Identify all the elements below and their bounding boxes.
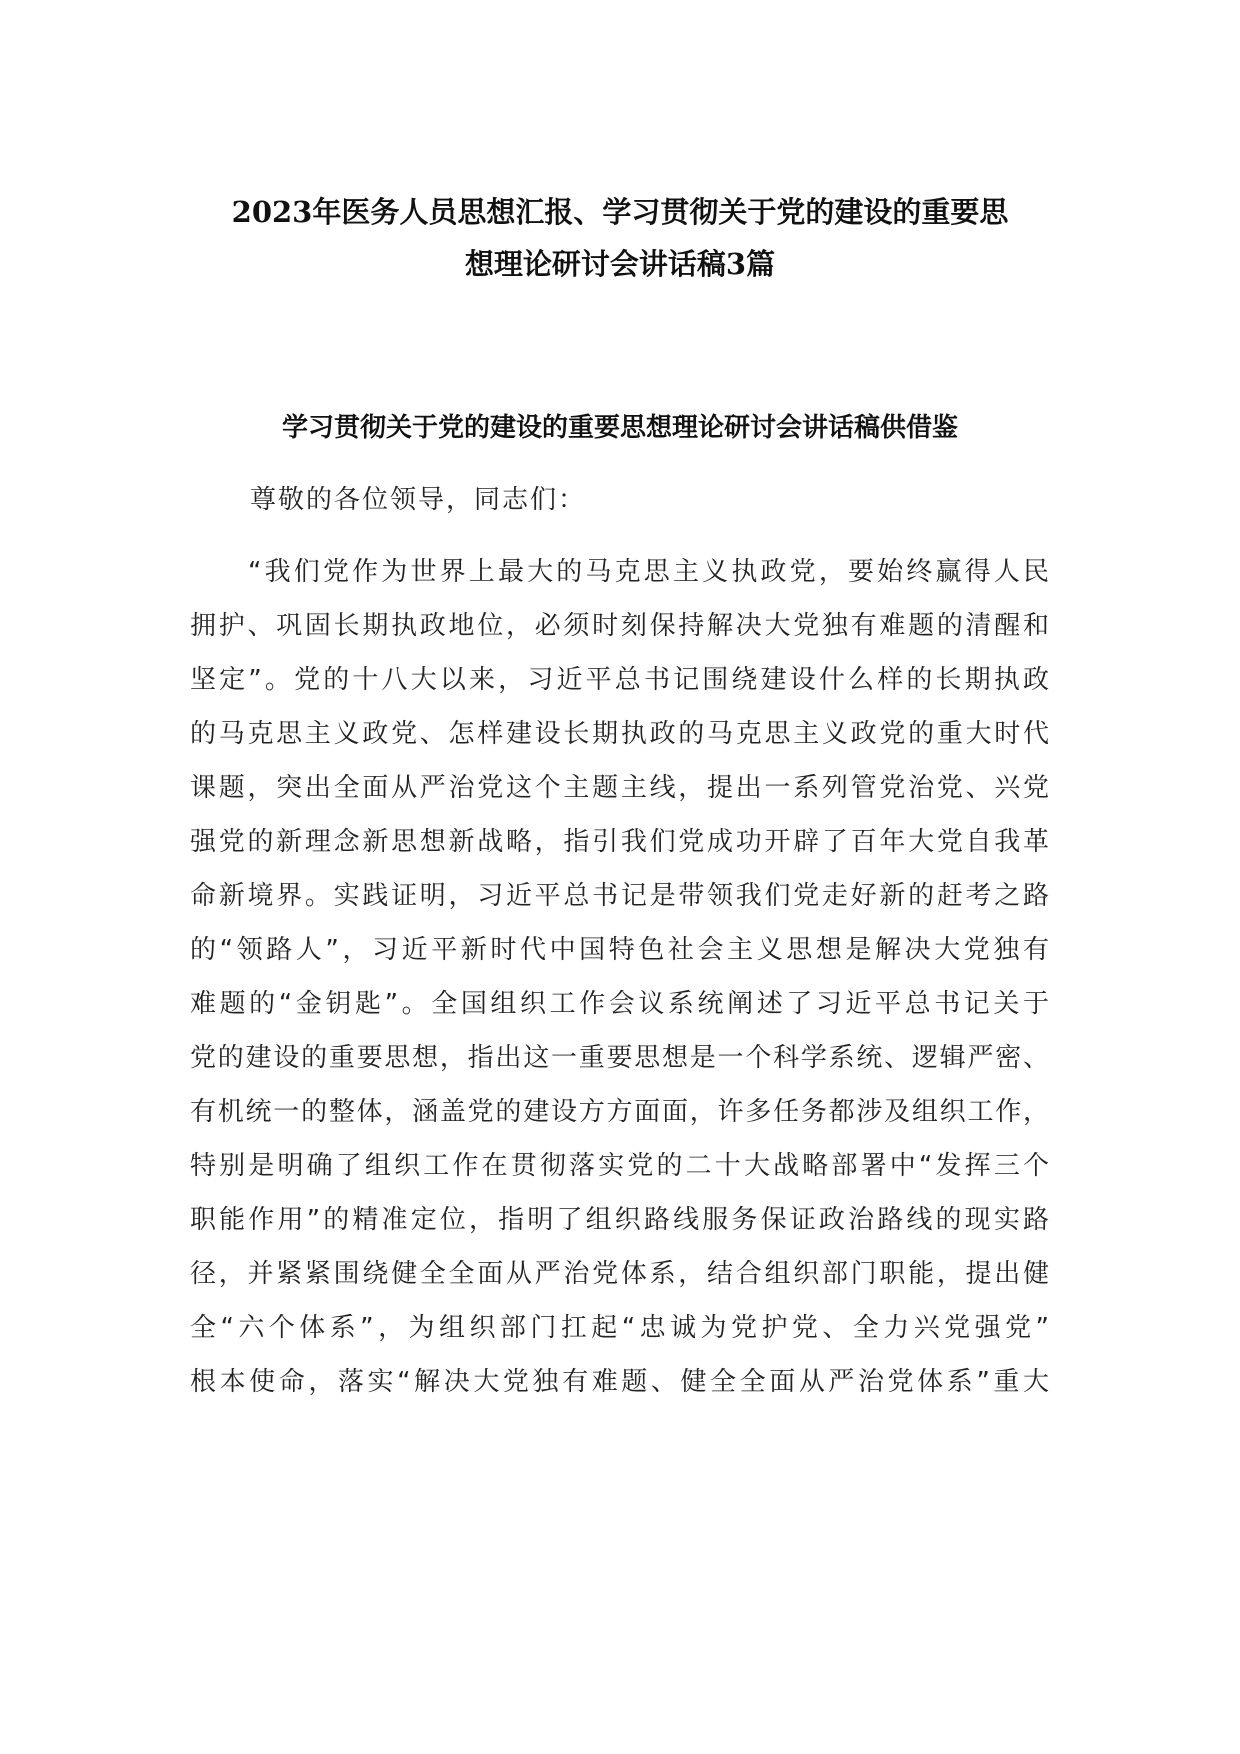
- salutation: 尊敬的各位领导，同志们：: [250, 485, 587, 515]
- body-line: 拥护、巩固长期执政地位，必须时刻保持解决大党独有难题的清醒和: [190, 611, 1050, 641]
- body-line: 全“六个体系”，为组织部门扛起“忠诚为党护党、全力兴党强党”: [190, 1313, 1050, 1343]
- document-title: [160, 186, 1080, 290]
- body-line: 党的建设的重要思想，指出这一重要思想是一个科学系统、逻辑严密、: [190, 1043, 1050, 1073]
- body-line: 有机统一的整体，涵盖党的建设方方面面，许多任务都涉及组织工作，: [190, 1097, 1050, 1127]
- body-paragraph: [190, 545, 1050, 1409]
- section-title: 学习贯彻关于党的建设的重要思想理论研讨会讲话稿供借鉴: [281, 413, 958, 443]
- body-line: 根本使命，落实“解决大党独有难题、健全全面从严治党体系”重大: [190, 1367, 1050, 1397]
- body-line: 特别是明确了组织工作在贯彻落实党的二十大战略部署中“发挥三个: [190, 1151, 1050, 1181]
- document-title-line-1: 2023年医务人员思想汇报、学习贯彻关于党的建设的重要思: [231, 195, 1009, 229]
- body-line: 强党的新理念新思想新战略，指引我们党成功开辟了百年大党自我革: [190, 827, 1050, 857]
- body-line: 命新境界。实践证明，习近平总书记是带领我们党走好新的赶考之路: [190, 881, 1050, 911]
- body-line: 难题的“金钥匙”。全国组织工作会议系统阐述了习近平总书记关于: [190, 989, 1050, 1019]
- body-line: 课题，突出全面从严治党这个主题主线，提出一系列管党治党、兴党: [190, 773, 1050, 803]
- body-line: 径，并紧紧围绕健全全面从严治党体系，结合组织部门职能，提出健: [190, 1259, 1050, 1289]
- body-line: 的马克思主义政党、怎样建设长期执政的马克思主义政党的重大时代: [190, 719, 1050, 749]
- body-line: 的“领路人”，习近平新时代中国特色社会主义思想是解决大党独有: [190, 935, 1050, 965]
- document-title-line-2: 想理论研讨会讲话稿3篇: [464, 247, 776, 281]
- body-line: 职能作用”的精准定位，指明了组织路线服务保证政治路线的现实路: [190, 1205, 1050, 1235]
- body-line: “我们党作为世界上最大的马克思主义执政党，要始终赢得人民: [248, 557, 1050, 587]
- body-line: 坚定”。党的十八大以来，习近平总书记围绕建设什么样的长期执政: [190, 665, 1050, 695]
